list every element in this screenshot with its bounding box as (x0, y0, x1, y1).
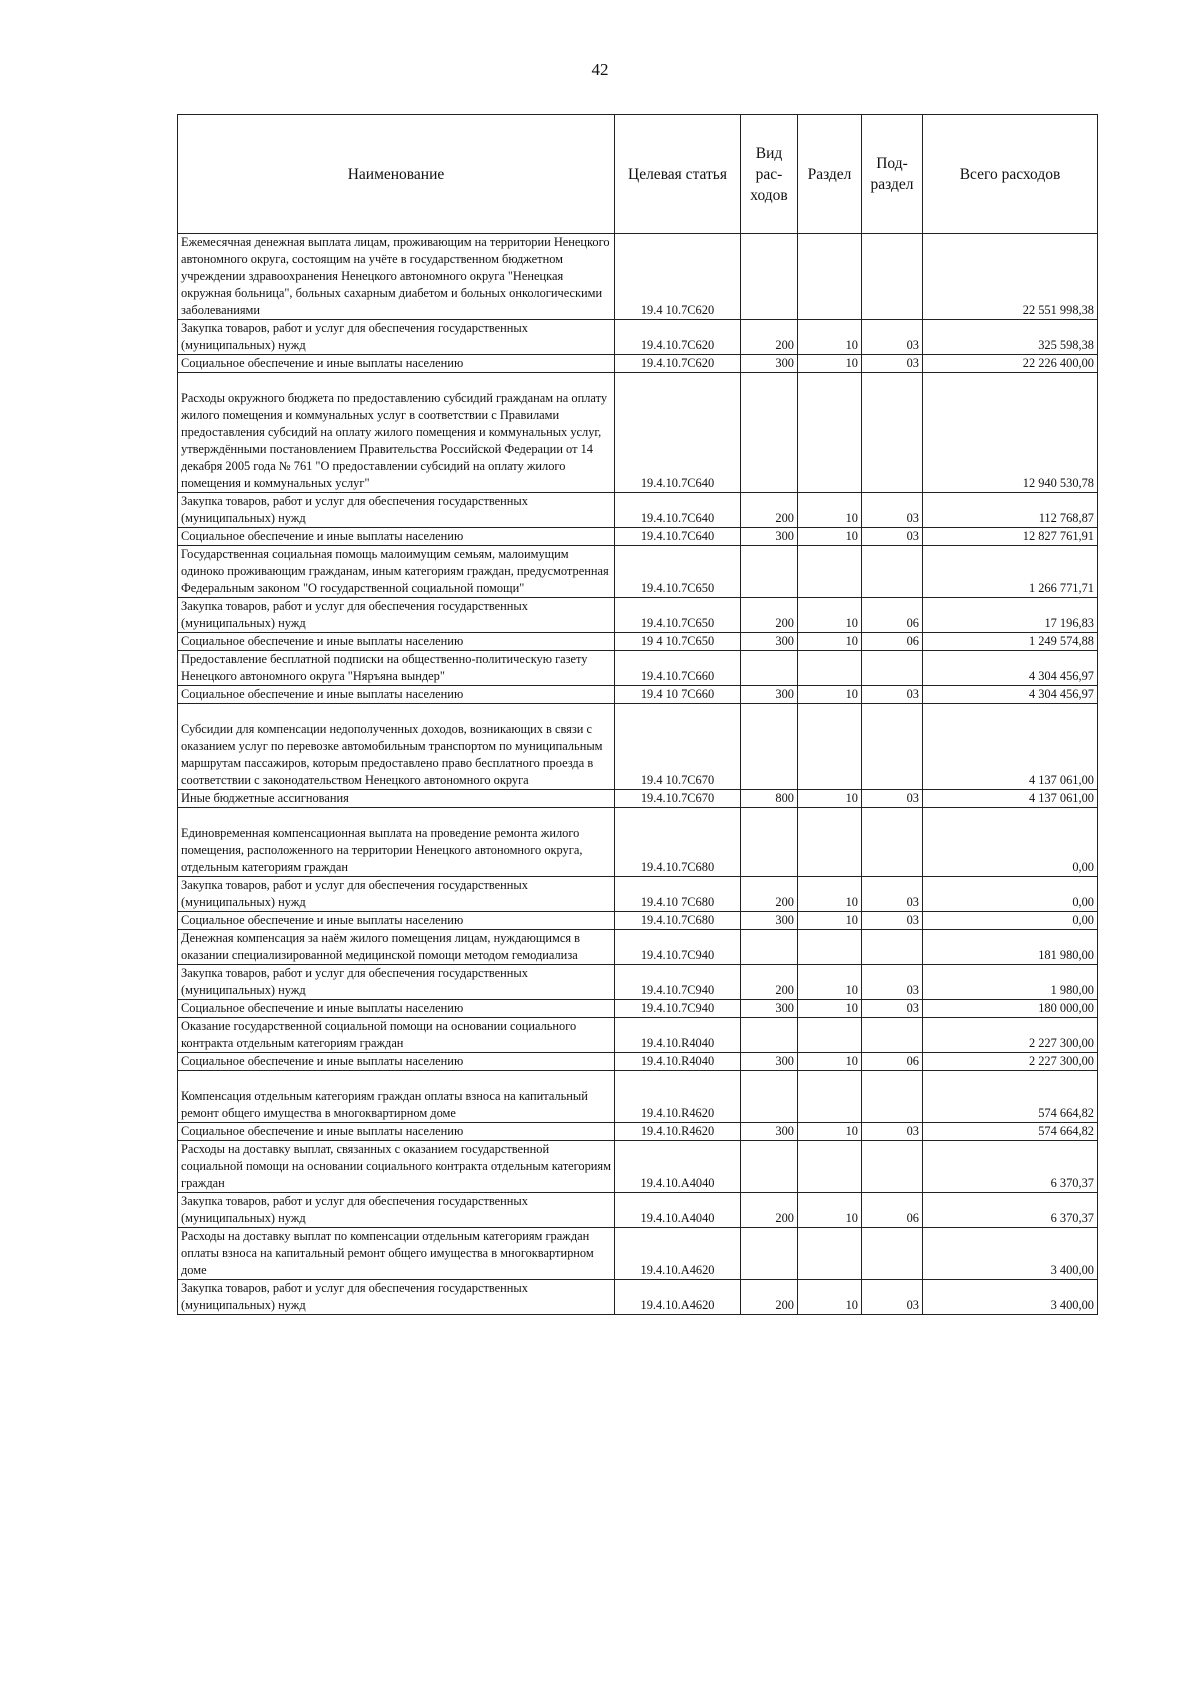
table-row (178, 1053, 1098, 1071)
row-section: 10 (798, 355, 862, 373)
row-name: Единовременная компенсационная выплата на проведение ремонта жилого помещения, расположенного на территории Ненецкого автономного округа, отдельным категориям граждан (178, 808, 615, 877)
row-expense-type: 300 (741, 633, 798, 651)
row-subsection: 03 (862, 493, 923, 528)
row-subsection: 06 (862, 598, 923, 633)
page-number: 42 (591, 60, 609, 79)
row-total: 1 266 771,71 (923, 546, 1098, 598)
row-section: 10 (798, 633, 862, 651)
row-name: Ежемесячная денежная выплата лицам, проживающим на территории Ненецкого автономного округа, состоящим на учёте в государственном бюджетном учреждении здравоохранения Ненецкого автономного округа "Ненецкая окружная больница", больных сахарным диабетом и больных онкологическими заболеваниями (178, 234, 615, 320)
row-name: Социальное обеспечение и иные выплаты населению (178, 528, 615, 546)
row-expense-type (741, 1228, 798, 1280)
row-section: 10 (798, 1000, 862, 1018)
row-subsection (862, 1018, 923, 1053)
row-subsection: 06 (862, 1193, 923, 1228)
table-row (178, 704, 1098, 790)
table-row (178, 1228, 1098, 1280)
row-total: 17 196,83 (923, 598, 1098, 633)
row-subsection (862, 808, 923, 877)
row-total: 22 551 998,38 (923, 234, 1098, 320)
row-target-code: 19.4 10.7С620 (615, 234, 741, 320)
row-subsection: 03 (862, 528, 923, 546)
row-name: Компенсация отдельным категориям граждан оплаты взноса на капитальный ремонт общего имущества в многоквартирном доме (178, 1071, 615, 1123)
row-expense-type (741, 373, 798, 493)
row-name: Социальное обеспечение и иные выплаты населению (178, 1000, 615, 1018)
row-total: 180 000,00 (923, 1000, 1098, 1018)
row-section: 10 (798, 790, 862, 808)
row-name: Социальное обеспечение и иные выплаты населению (178, 633, 615, 651)
row-subsection (862, 1071, 923, 1123)
row-total: 574 664,82 (923, 1123, 1098, 1141)
row-section (798, 1141, 862, 1193)
row-target-code: 19 4 10.7С650 (615, 633, 741, 651)
table-row (178, 234, 1098, 320)
row-total: 181 980,00 (923, 930, 1098, 965)
row-section: 10 (798, 493, 862, 528)
row-name: Социальное обеспечение и иные выплаты населению (178, 1053, 615, 1071)
table-header-row (178, 115, 1098, 234)
row-expense-type: 300 (741, 1053, 798, 1071)
row-section (798, 234, 862, 320)
row-expense-type: 200 (741, 965, 798, 1000)
row-subsection: 03 (862, 1280, 923, 1315)
row-name: Закупка товаров, работ и услуг для обеспечения государственных (муниципальных) нужд (178, 1280, 615, 1315)
row-total: 4 137 061,00 (923, 790, 1098, 808)
row-name: Социальное обеспечение и иные выплаты населению (178, 686, 615, 704)
header-expense-type: Вид рас-ходов (741, 115, 798, 234)
row-expense-type: 200 (741, 1193, 798, 1228)
row-target-code: 19.4.10.7С640 (615, 373, 741, 493)
row-section: 10 (798, 1280, 862, 1315)
row-subsection: 03 (862, 965, 923, 1000)
row-total: 4 137 061,00 (923, 704, 1098, 790)
row-section (798, 651, 862, 686)
table-row (178, 1141, 1098, 1193)
table-row (178, 1280, 1098, 1315)
row-target-code: 19.4.10.7С650 (615, 598, 741, 633)
row-section (798, 373, 862, 493)
row-section (798, 808, 862, 877)
row-total: 0,00 (923, 912, 1098, 930)
table-row (178, 493, 1098, 528)
row-subsection: 03 (862, 912, 923, 930)
table-row (178, 528, 1098, 546)
row-name: Предоставление бесплатной подписки на общественно-политическую газету Ненецкого автономного округа "Няръяна вындер" (178, 651, 615, 686)
row-section (798, 704, 862, 790)
row-total: 1 249 574,88 (923, 633, 1098, 651)
row-name: Закупка товаров, работ и услуг для обеспечения государственных (муниципальных) нужд (178, 877, 615, 912)
row-target-code: 19.4.10.R4040 (615, 1018, 741, 1053)
row-total: 574 664,82 (923, 1071, 1098, 1123)
row-name: Закупка товаров, работ и услуг для обеспечения государственных (муниципальных) нужд (178, 1193, 615, 1228)
header-section: Раздел (798, 115, 862, 234)
row-expense-type: 200 (741, 598, 798, 633)
row-section: 10 (798, 320, 862, 355)
row-name: Иные бюджетные ассигнования (178, 790, 615, 808)
table-row (178, 790, 1098, 808)
row-subsection: 03 (862, 1000, 923, 1018)
row-expense-type: 200 (741, 493, 798, 528)
row-total: 12 940 530,78 (923, 373, 1098, 493)
row-name: Расходы окружного бюджета по предоставлению субсидий гражданам на оплату жилого помещения и коммунальных услуг в соответствии с Правилами предоставления субсидий на оплату жилого помещения и коммунальных услуг, утверждёнными постановлением Правительства Российской Федерации от 14 декабря 2005 года № 761 "О предоставлении субсидий на оплату жилого помещения и коммунальных услуг" (178, 373, 615, 493)
row-target-code: 19.4.10.А4040 (615, 1193, 741, 1228)
row-subsection: 06 (862, 1053, 923, 1071)
row-total: 2 227 300,00 (923, 1053, 1098, 1071)
row-total: 3 400,00 (923, 1280, 1098, 1315)
row-target-code: 19.4.10.R4620 (615, 1123, 741, 1141)
row-expense-type (741, 234, 798, 320)
table-row (178, 320, 1098, 355)
row-target-code: 19.4 10.7С670 (615, 704, 741, 790)
row-target-code: 19.4.10.R4040 (615, 1053, 741, 1071)
row-subsection: 03 (862, 320, 923, 355)
row-subsection (862, 651, 923, 686)
row-name: Социальное обеспечение и иные выплаты населению (178, 1123, 615, 1141)
row-section (798, 1071, 862, 1123)
row-subsection (862, 373, 923, 493)
row-target-code: 19.4.10.R4620 (615, 1071, 741, 1123)
row-name: Государственная социальная помощь малоимущим семьям, малоимущим одиноко проживающим гражданам, иным категориям граждан, предусмотренная Федеральным законом "О государственной социальной помощи" (178, 546, 615, 598)
row-expense-type: 200 (741, 877, 798, 912)
row-expense-type: 300 (741, 355, 798, 373)
row-total: 12 827 761,91 (923, 528, 1098, 546)
row-section: 10 (798, 1193, 862, 1228)
row-target-code: 19.4.10.7С660 (615, 651, 741, 686)
row-target-code: 19.4.10.7С680 (615, 808, 741, 877)
table-row (178, 686, 1098, 704)
row-section: 10 (798, 528, 862, 546)
table-row (178, 912, 1098, 930)
row-subsection: 03 (862, 790, 923, 808)
table-row (178, 930, 1098, 965)
row-name: Расходы на доставку выплат, связанных с оказанием государственной социальной помощи на основании социального контракта отдельным категориям граждан (178, 1141, 615, 1193)
table-row (178, 373, 1098, 493)
row-name: Субсидии для компенсации недополученных доходов, возникающих в связи с оказанием услуг по перевозке автомобильным транспортом по муниципальным маршрутам пассажиров, которым предоставлено право бесплатного проезда в соответствии с законодательством Ненецкого автономного округа (178, 704, 615, 790)
header-total: Всего расходов (923, 115, 1098, 234)
row-target-code: 19.4.10.А4620 (615, 1280, 741, 1315)
row-target-code: 19.4.10.7С620 (615, 355, 741, 373)
table-row (178, 598, 1098, 633)
row-name: Закупка товаров, работ и услуг для обеспечения государственных (муниципальных) нужд (178, 493, 615, 528)
row-expense-type (741, 1071, 798, 1123)
row-expense-type (741, 651, 798, 686)
row-expense-type (741, 1141, 798, 1193)
row-name: Закупка товаров, работ и услуг для обеспечения государственных (муниципальных) нужд (178, 598, 615, 633)
row-total: 6 370,37 (923, 1193, 1098, 1228)
row-subsection (862, 234, 923, 320)
row-name: Денежная компенсация за наём жилого помещения лицам, нуждающимся в оказании специализированной медицинской помощи методом гемодиализа (178, 930, 615, 965)
row-subsection: 03 (862, 686, 923, 704)
table-row (178, 1000, 1098, 1018)
row-total: 4 304 456,97 (923, 651, 1098, 686)
row-subsection: 03 (862, 877, 923, 912)
row-name: Социальное обеспечение и иные выплаты населению (178, 912, 615, 930)
row-subsection: 06 (862, 633, 923, 651)
row-expense-type: 300 (741, 1000, 798, 1018)
row-section (798, 930, 862, 965)
row-subsection (862, 704, 923, 790)
row-section: 10 (798, 965, 862, 1000)
table-row (178, 633, 1098, 651)
row-subsection (862, 1141, 923, 1193)
table-row (178, 1123, 1098, 1141)
table-row (178, 808, 1098, 877)
row-section: 10 (798, 1123, 862, 1141)
row-target-code: 19.4.10.7С680 (615, 912, 741, 930)
row-section: 10 (798, 598, 862, 633)
table-row (178, 1193, 1098, 1228)
row-name: Расходы на доставку выплат по компенсации отдельным категориям граждан оплаты взноса на капитальный ремонт общего имущества в многоквартирном доме (178, 1228, 615, 1280)
row-target-code: 19.4.10.А4620 (615, 1228, 741, 1280)
row-target-code: 19.4.10.7С940 (615, 1000, 741, 1018)
row-subsection (862, 930, 923, 965)
row-target-code: 19.4.10.7С640 (615, 528, 741, 546)
row-total: 112 768,87 (923, 493, 1098, 528)
table-row (178, 965, 1098, 1000)
table-row (178, 877, 1098, 912)
row-subsection (862, 546, 923, 598)
row-expense-type (741, 930, 798, 965)
row-target-code: 19.4.10 7С680 (615, 877, 741, 912)
row-section (798, 1228, 862, 1280)
row-section: 10 (798, 686, 862, 704)
row-subsection (862, 1228, 923, 1280)
row-expense-type: 300 (741, 528, 798, 546)
table-row (178, 1071, 1098, 1123)
row-target-code: 19.4 10 7С660 (615, 686, 741, 704)
row-expense-type (741, 1018, 798, 1053)
row-total: 0,00 (923, 877, 1098, 912)
header-name: Наименование (178, 115, 615, 234)
row-target-code: 19.4.10.А4040 (615, 1141, 741, 1193)
row-total: 1 980,00 (923, 965, 1098, 1000)
row-expense-type: 800 (741, 790, 798, 808)
row-total: 0,00 (923, 808, 1098, 877)
row-total: 2 227 300,00 (923, 1018, 1098, 1053)
row-section: 10 (798, 1053, 862, 1071)
row-name: Закупка товаров, работ и услуг для обеспечения государственных (муниципальных) нужд (178, 320, 615, 355)
row-total: 6 370,37 (923, 1141, 1098, 1193)
row-target-code: 19.4.10.7С650 (615, 546, 741, 598)
row-name: Оказание государственной социальной помощи на основании социального контракта отдельным категориям граждан (178, 1018, 615, 1053)
row-target-code: 19.4.10.7С940 (615, 930, 741, 965)
row-expense-type: 300 (741, 686, 798, 704)
budget-table (177, 114, 1098, 1315)
row-name: Закупка товаров, работ и услуг для обеспечения государственных (муниципальных) нужд (178, 965, 615, 1000)
row-expense-type (741, 546, 798, 598)
row-expense-type: 300 (741, 912, 798, 930)
table-row (178, 546, 1098, 598)
row-section (798, 1018, 862, 1053)
header-target: Целевая статья (615, 115, 741, 234)
row-total: 3 400,00 (923, 1228, 1098, 1280)
row-target-code: 19.4.10.7С620 (615, 320, 741, 355)
row-expense-type: 300 (741, 1123, 798, 1141)
table-row (178, 1018, 1098, 1053)
table-row (178, 651, 1098, 686)
row-section: 10 (798, 912, 862, 930)
row-target-code: 19.4.10.7С670 (615, 790, 741, 808)
row-name: Социальное обеспечение и иные выплаты населению (178, 355, 615, 373)
row-section: 10 (798, 877, 862, 912)
row-expense-type (741, 808, 798, 877)
row-total: 4 304 456,97 (923, 686, 1098, 704)
row-section (798, 546, 862, 598)
row-total: 22 226 400,00 (923, 355, 1098, 373)
row-total: 325 598,38 (923, 320, 1098, 355)
row-subsection: 03 (862, 355, 923, 373)
row-expense-type (741, 704, 798, 790)
row-target-code: 19.4.10.7С640 (615, 493, 741, 528)
header-subsection: Под-раздел (862, 115, 923, 234)
table-row (178, 355, 1098, 373)
row-target-code: 19.4.10.7С940 (615, 965, 741, 1000)
row-expense-type: 200 (741, 320, 798, 355)
row-expense-type: 200 (741, 1280, 798, 1315)
row-subsection: 03 (862, 1123, 923, 1141)
